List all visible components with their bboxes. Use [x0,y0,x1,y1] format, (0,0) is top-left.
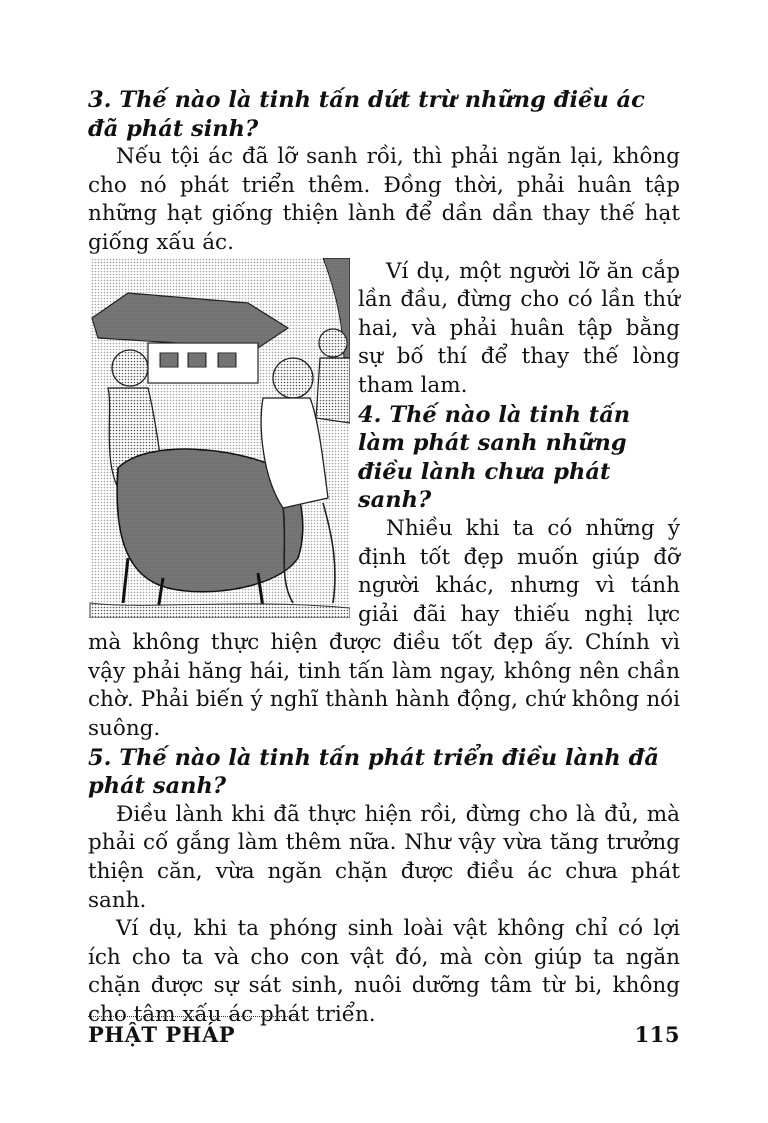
page-body [88,86,680,1030]
page-footer [88,1022,680,1047]
section-5-paragraph-1: Điều lành khi đã thực hiện rồi, đừng cho là đủ, mà phải cố gắng làm thêm nữa. Như vậy vừa tăng trưởng thiện căn, vừa ngăn chặn được điều ác chưa phát sanh. [88,801,680,913]
section-3-heading: 3. Thế nào là tinh tấn dứt trừ những điều ác đã phát sinh? [88,87,645,142]
footer-divider [88,1016,300,1017]
section-3-paragraph-2: Ví dụ, một người lỡ ăn cắp lần đầu, đừng cho có lần thứ hai, và phải huân tập bằng sự bố thí để thay thế lòng tham lam. [358,258,680,398]
page-number: 115 [634,1022,680,1047]
book-title: PHẬT PHÁP [88,1022,236,1047]
section-4-heading: 4. Thế nào là tinh tấn làm phát sanh những điều lành chưa phát sanh? [358,401,631,514]
section-4-paragraph-1: Nhiều khi ta có những ý định tốt đẹp muốn giúp đỡ người khác, nhưng vì tánh giải đãi hay thiếu nghị lực mà không thực hiện được điều tốt đẹp ấy. Chính vì vậy phải hăng hái, tinh tấn làm ngay, không nên chần chờ. Phải biến ý nghĩ thành hành động, chứ không nói suông. [88,515,680,742]
section-5-heading: 5. Thế nào là tinh tấn phát triển điều lành đã phát sanh? [88,744,659,800]
section-3-paragraph-1: Nếu tội ác đã lỡ sanh rồi, thì phải ngăn lại, không cho nó phát triển thêm. Đồng thời, phải huân tập những hạt giống thiện lành để dần dần thay thế hạt giống xấu ác. [88,144,680,255]
illustration-image [88,258,350,618]
illustration-drawing [88,258,350,618]
section-5-paragraph-2: Ví dụ, khi ta phóng sinh loài vật không chỉ có lợi ích cho ta và cho con vật đó, mà còn giúp ta ngăn chặn được sự sát sinh, nuôi dưỡng tâm từ bi, không cho tâm xấu ác phát triển. [88,916,680,1027]
